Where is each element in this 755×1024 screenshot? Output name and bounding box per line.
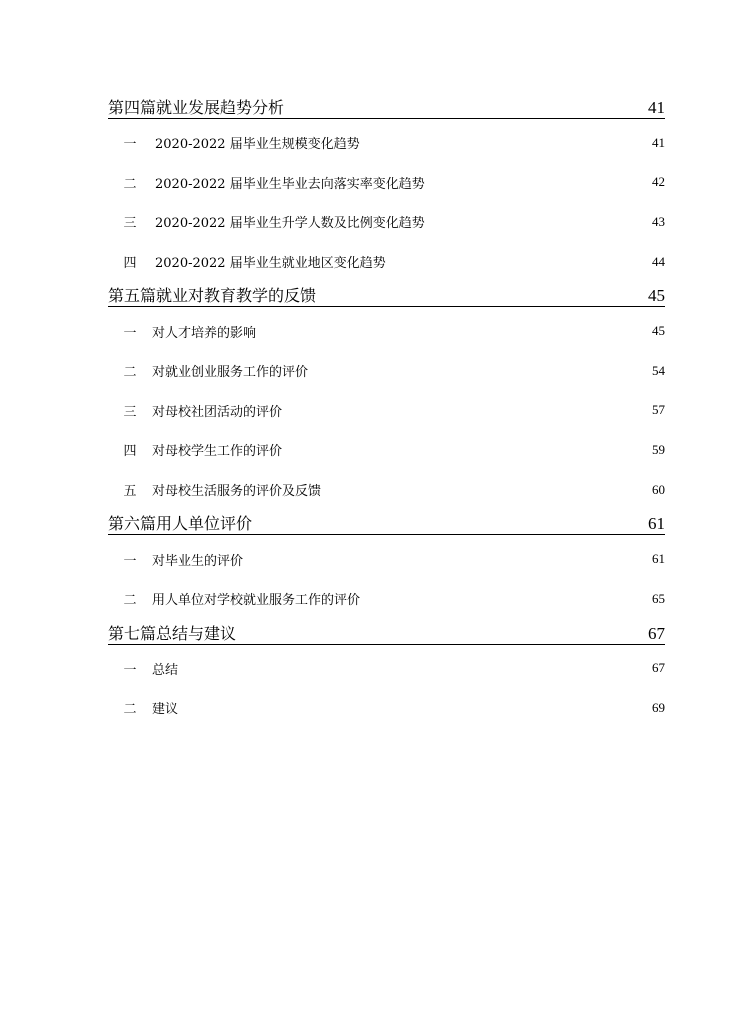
- chapter-title: 总结与建议: [156, 623, 237, 643]
- toc-item-page: 65: [652, 590, 665, 606]
- toc-item[interactable]: [108, 311, 665, 351]
- chapter-heading[interactable]: [108, 619, 665, 645]
- toc-item-list: [108, 307, 665, 509]
- toc-item-number: 一: [123, 553, 137, 569]
- toc-item-list: [108, 535, 665, 618]
- toc-section: [108, 509, 665, 618]
- toc-item-number: 四: [123, 444, 137, 460]
- toc-item-left: [108, 440, 282, 459]
- toc-item-left: [108, 401, 282, 420]
- chapter-page-number: 67: [648, 623, 665, 643]
- toc-item[interactable]: [108, 202, 665, 242]
- chapter-page-number: 61: [648, 514, 665, 534]
- toc-item-title: 用人单位对学校就业服务工作的评价: [152, 593, 361, 609]
- chapter-number: 第五篇: [108, 286, 157, 306]
- toc-section: [108, 619, 665, 728]
- toc-item-page: 61: [652, 551, 665, 567]
- toc-item[interactable]: [108, 470, 665, 510]
- toc-item[interactable]: [108, 430, 665, 470]
- chapter-title: 就业对教育教学的反馈: [156, 286, 317, 306]
- chapter-number: 第四篇: [108, 98, 157, 117]
- toc-item-number: 二: [123, 176, 137, 192]
- toc-item-page: 57: [652, 402, 665, 418]
- toc-item[interactable]: [108, 579, 665, 619]
- toc-item-page: 54: [652, 362, 665, 378]
- chapter-number: 第六篇: [108, 514, 157, 534]
- toc-item-page: 41: [652, 134, 665, 150]
- toc-item-title: 2020-2022 届毕业生就业地区变化趋势: [155, 256, 386, 272]
- toc-item-number: 三: [123, 216, 137, 232]
- toc-item-left: [108, 252, 386, 271]
- toc-item-number: 一: [123, 325, 137, 341]
- toc-item[interactable]: [108, 649, 665, 689]
- toc-item-number: 一: [123, 137, 137, 153]
- toc-item-title: 总结: [152, 662, 179, 678]
- toc-item-number: 二: [123, 702, 137, 718]
- toc-item[interactable]: [108, 351, 665, 391]
- toc-item-page: 67: [652, 660, 665, 676]
- toc-item[interactable]: [108, 163, 665, 203]
- toc-item[interactable]: [108, 391, 665, 431]
- toc-item-page: 60: [652, 481, 665, 497]
- toc-item[interactable]: [108, 539, 665, 579]
- toc-item-title: 对毕业生的评价: [152, 553, 244, 569]
- toc-item[interactable]: [108, 123, 665, 163]
- toc-item-title: 2020-2022 届毕业生毕业去向落实率变化趋势: [155, 176, 425, 192]
- toc-item-left: [108, 133, 360, 152]
- toc-item-number: 五: [123, 484, 137, 500]
- chapter-title-group: [108, 514, 252, 534]
- toc-item-page: 45: [652, 323, 665, 339]
- toc-item-number: 一: [123, 662, 137, 678]
- toc-item-left: [108, 361, 308, 380]
- toc-section: [108, 93, 665, 281]
- toc-item-page: 69: [652, 699, 665, 715]
- toc-item-title: 2020-2022 届毕业生升学人数及比例变化趋势: [155, 216, 425, 232]
- toc-item-number: 四: [123, 256, 137, 272]
- toc-item-list: [108, 645, 665, 728]
- toc-item-title: 建议: [152, 702, 179, 718]
- chapter-heading[interactable]: [108, 281, 665, 307]
- toc-item-number: 二: [123, 593, 137, 609]
- chapter-title-group: [108, 98, 284, 118]
- toc-item-list: [108, 119, 665, 281]
- toc-item-page: 43: [652, 213, 665, 229]
- toc-item-left: [108, 480, 321, 499]
- chapter-page-number: 45: [648, 286, 665, 306]
- toc-item-left: [108, 659, 178, 678]
- toc-item-left: [108, 550, 243, 569]
- chapter-heading[interactable]: [108, 509, 665, 535]
- toc-item-number: 二: [123, 365, 137, 381]
- toc-item-left: [108, 322, 256, 341]
- toc-item-title: 2020-2022 届毕业生规模变化趋势: [155, 137, 360, 153]
- toc-item-left: [108, 589, 360, 608]
- toc-item-title: 对人才培养的影响: [152, 325, 257, 341]
- toc-item-left: [108, 212, 425, 231]
- chapter-page-number: 41: [648, 98, 665, 117]
- toc-item-title: 对就业创业服务工作的评价: [152, 365, 309, 381]
- toc-item[interactable]: [108, 688, 665, 728]
- chapter-heading[interactable]: [108, 93, 665, 119]
- toc-item-title: 对母校生活服务的评价及反馈: [152, 484, 322, 500]
- toc-section: [108, 281, 665, 509]
- toc-item-page: 59: [652, 441, 665, 457]
- toc-item-title: 对母校学生工作的评价: [152, 444, 283, 460]
- chapter-title-group: [108, 624, 236, 644]
- chapter-title-group: [108, 286, 316, 306]
- table-of-contents: [108, 93, 665, 728]
- toc-item-page: 42: [652, 174, 665, 190]
- chapter-title: 就业发展趋势分析: [156, 98, 285, 117]
- toc-item[interactable]: [108, 242, 665, 282]
- toc-item-number: 三: [123, 404, 137, 420]
- chapter-title: 用人单位评价: [156, 514, 253, 534]
- toc-item-left: [108, 698, 178, 717]
- toc-item-page: 44: [652, 253, 665, 269]
- chapter-number: 第七篇: [108, 623, 157, 643]
- toc-item-title: 对母校社团活动的评价: [152, 404, 283, 420]
- toc-item-left: [108, 173, 425, 192]
